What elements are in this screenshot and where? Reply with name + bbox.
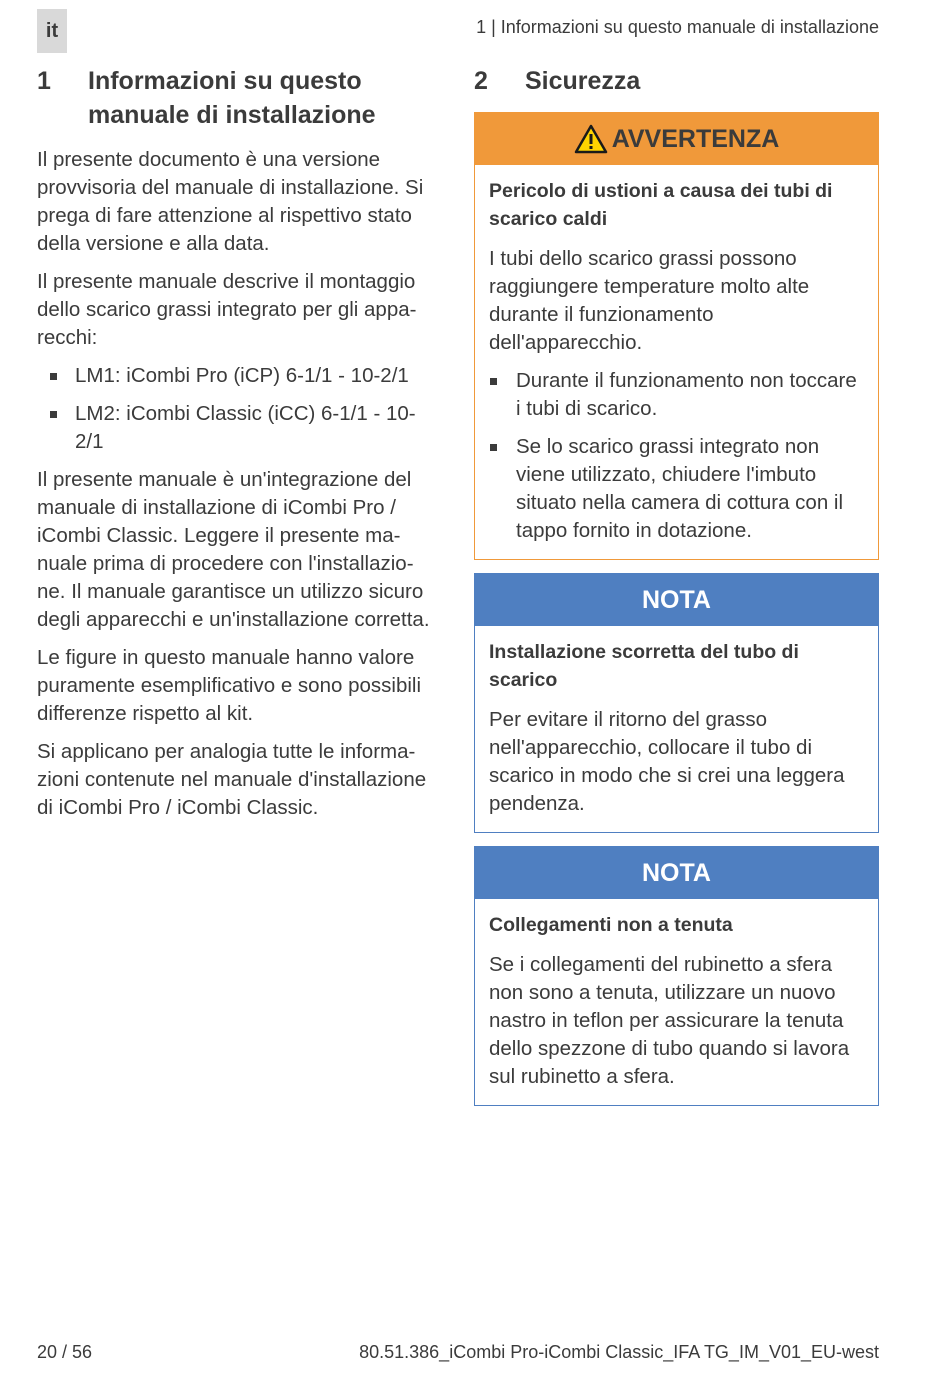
note-text: Se i collegamenti del rubinetto a sfera non sono a tenuta, utilizzare un nuovo nastro in teflon per assicurare la tenuta dello spezzone di tubo quando si lavora sul rubinetto a sfera. bbox=[489, 953, 850, 1088]
list-item-text: LM1: iCombi Pro (iCP) 6-1/1 - 10-2/1 bbox=[75, 364, 409, 387]
section-2-title: Sicurezza bbox=[525, 67, 641, 95]
warning-box bbox=[474, 112, 879, 560]
appliance-list bbox=[37, 362, 439, 456]
note-subtitle: Collegamenti non a tenuta bbox=[489, 914, 733, 936]
paragraph: Si applicano per analogia tutte le informa-zioni contenute nel manuale d'installazione di iCombi Pro / iCombi Classic. bbox=[37, 740, 427, 819]
paragraph: Il presente manuale descrive il montaggio dello scarico grassi integrato per gli appa-recchi: bbox=[37, 270, 417, 349]
warning-list bbox=[489, 367, 864, 545]
note-body bbox=[475, 899, 878, 1105]
note-box bbox=[474, 846, 879, 1106]
square-bullet-icon bbox=[490, 378, 497, 385]
section-2-heading bbox=[474, 64, 879, 98]
warning-subtitle: Pericolo di ustioni a causa dei tubi di scarico caldi bbox=[489, 180, 833, 230]
square-bullet-icon bbox=[490, 444, 497, 451]
section-1-heading bbox=[37, 64, 439, 132]
list-item-text: Se lo scarico grassi integrato non viene utilizzato, chiudere l'imbuto situato nella camera di cottura con il tappo fornito in dotazione. bbox=[516, 435, 844, 542]
warning-header bbox=[475, 113, 878, 165]
note-header bbox=[475, 847, 878, 899]
section-1-title: Informazioni su questo manuale di installazione bbox=[88, 67, 376, 129]
note-box bbox=[474, 573, 879, 833]
document-id: 80.51.386_iCombi Pro-iCombi Classic_IFA TG_IM_V01_EU-west bbox=[359, 1342, 879, 1362]
square-bullet-icon bbox=[50, 373, 57, 380]
list-item bbox=[489, 367, 864, 423]
paragraph: Il presente manuale è un'integrazione del manuale di installazione di iCombi Pro / iCombi Classic. Leggere il presente ma-nuale prima di procedere con l'installazio-ne. Il manuale garantisce un utilizzo sicuro degli apparecchi e un'installazione corretta. bbox=[37, 468, 430, 631]
list-item-text: Durante il funzionamento non toccare i tubi di scarico. bbox=[516, 369, 857, 420]
list-item bbox=[37, 400, 439, 456]
running-header: 1 | Informazioni su questo manuale di installazione bbox=[476, 17, 879, 37]
section-1 bbox=[37, 64, 439, 832]
section-1-number: 1 bbox=[37, 67, 51, 95]
warning-triangle-icon bbox=[574, 124, 608, 154]
warning-text: I tubi dello scarico grassi possono raggiungere temperature molto alte durante il funzionamento dell'apparecchio. bbox=[489, 247, 810, 354]
note-subtitle: Installazione scorretta del tubo di scarico bbox=[489, 641, 799, 691]
note-label: NOTA bbox=[642, 858, 711, 887]
language-tab: it bbox=[37, 9, 67, 53]
paragraph: Le figure in questo manuale hanno valore puramente esemplificativo e sono possibili differenze rispetto al kit. bbox=[37, 646, 422, 725]
paragraph: Il presente documento è una versione provvisoria del manuale di installazione. Si prega di fare attenzione al rispettivo stato della versione e alla data. bbox=[37, 148, 424, 255]
page-number: 20 / 56 bbox=[37, 1342, 93, 1362]
section-2 bbox=[474, 64, 879, 1119]
list-item bbox=[489, 433, 864, 545]
note-text: Per evitare il ritorno del grasso nell'apparecchio, collocare il tubo di scarico in modo che si crei una leggera pendenza. bbox=[489, 708, 845, 815]
note-label: NOTA bbox=[642, 585, 711, 614]
square-bullet-icon bbox=[50, 411, 57, 418]
list-item bbox=[37, 362, 439, 390]
list-item-text: LM2: iCombi Classic (iCC) 6-1/1 - 10-2/1 bbox=[75, 402, 416, 453]
note-body bbox=[475, 626, 878, 832]
note-header bbox=[475, 574, 878, 626]
section-2-number: 2 bbox=[474, 67, 488, 95]
warning-label: AVVERTENZA bbox=[611, 124, 780, 153]
warning-body bbox=[475, 165, 878, 559]
